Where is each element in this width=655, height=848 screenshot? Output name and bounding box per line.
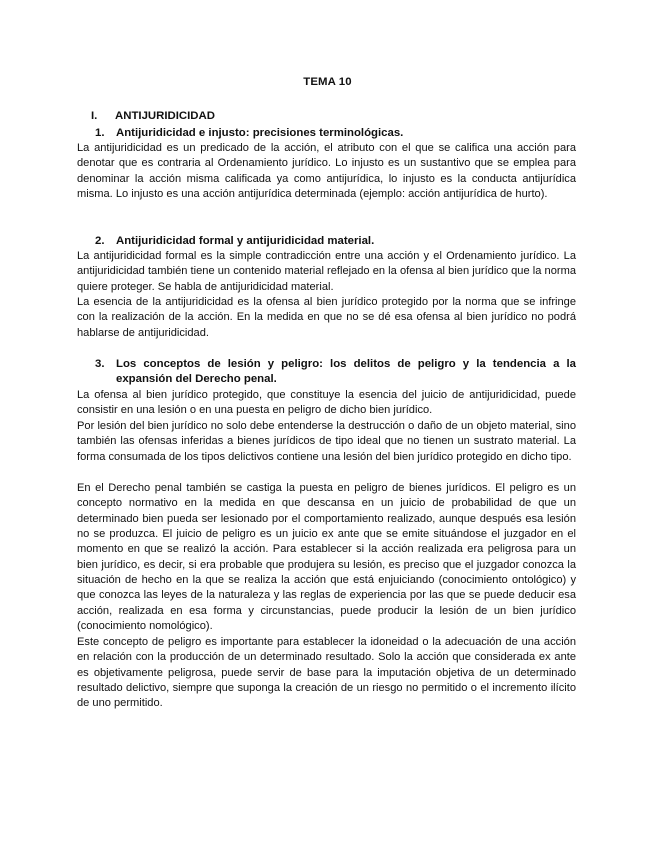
subsection-number: 3. — [95, 358, 105, 370]
section-heading — [91, 110, 215, 122]
section-title: ANTIJURIDICIDAD — [115, 110, 215, 122]
paragraph: Este concepto de peligro es importante para establecer la idoneidad o la adecuación de una acción en relación con la producción de un determinado resultado. Solo la acción que considerada ex ante es objetivamente peligrosa, puede servir de base para la imputación objetiva de un determinado resultado delictivo, siempre que suponga la creación de un riesgo no permitido o el incremento ilícito de uno permitido. — [77, 636, 576, 710]
paragraph: La ofensa al bien jurídico protegido, que constituye la esencia del juicio de antijuridicidad, puede consistir en una lesión o en una puesta en peligro de dicho bien jurídico. — [77, 389, 576, 417]
subsection-title: Antijuridicidad formal y antijuridicidad material. — [116, 235, 375, 247]
page-title: TEMA 10 — [303, 76, 352, 88]
subsection-number: 2. — [95, 235, 105, 247]
paragraph: La esencia de la antijuridicidad es la ofensa al bien jurídico protegido por la norma que se infringe con la realización de la acción. En la medida en que no se dé esa ofensa al bien jurídico no podrá hablarse de antijuridicidad. — [77, 296, 576, 339]
subsection-heading-2 — [95, 234, 576, 249]
paragraph: La antijuridicidad es un predicado de la acción, el atributo con el que se califica una acción para denotar que es contraria al Ordenamiento jurídico. Lo injusto es un sustantivo que se emplea para denominar la acción misma calificada ya como antijurídica, lo injusto es la conducta antijurídica misma. Lo injusto es una acción antijurídica determinada (ejemplo: acción antijurídica de hurto). — [77, 142, 576, 201]
subsection-title: Los conceptos de lesión y peligro: los delitos de peligro y la tendencia a la expansión del Derecho penal. — [116, 358, 576, 386]
subsection-number: 1. — [95, 127, 105, 139]
subsection-heading-3 — [95, 357, 576, 388]
paragraph: En el Derecho penal también se castiga la puesta en peligro de bienes jurídicos. El peligro es un concepto normativo en la medida en que descansa en un juicio de probabilidad de que un determinado bien pueda ser lesionado por el comportamiento realizado, aunque después esa lesión no se produzca. El juicio de peligro es un juicio ex ante que se emite situándose el juzgador en el momento en que se realizó la acción. Para establecer si la acción realizada era peligrosa para un bien jurídico, es decir, si era probable que produjera su lesión, es preciso que el juzgador conozca la situación de hecho en la que se realiza la acción que está enjuiciando (conocimiento ontológico) y que conozca las leyes de la naturaleza y las reglas de experiencia por las que se puede deducir esa acción, realizada en esa forma y circunstancias, puede producir la lesión de un bien jurídico (conocimiento nomológico). — [77, 482, 576, 633]
subsection-heading-1 — [95, 126, 576, 141]
paragraph: Por lesión del bien jurídico no solo debe entenderse la destrucción o daño de un objeto material, sino también las ofensas inferidas a bienes jurídicos de tipo ideal que no tienen un sustrato material. La forma consumada de los tipos delictivos contiene una lesión del bien jurídico protegido en dicho tipo. — [77, 420, 576, 463]
paragraph: La antijuridicidad formal es la simple contradicción entre una acción y el Ordenamiento jurídico. La antijuridicidad también tiene un contenido material reflejado en la ofensa al bien jurídico que la norma quiere proteger. Se habla de antijuridicidad material. — [77, 250, 576, 293]
subsection-title: Antijuridicidad e injusto: precisiones terminológicas. — [116, 127, 404, 139]
section-number: I. — [91, 110, 98, 122]
